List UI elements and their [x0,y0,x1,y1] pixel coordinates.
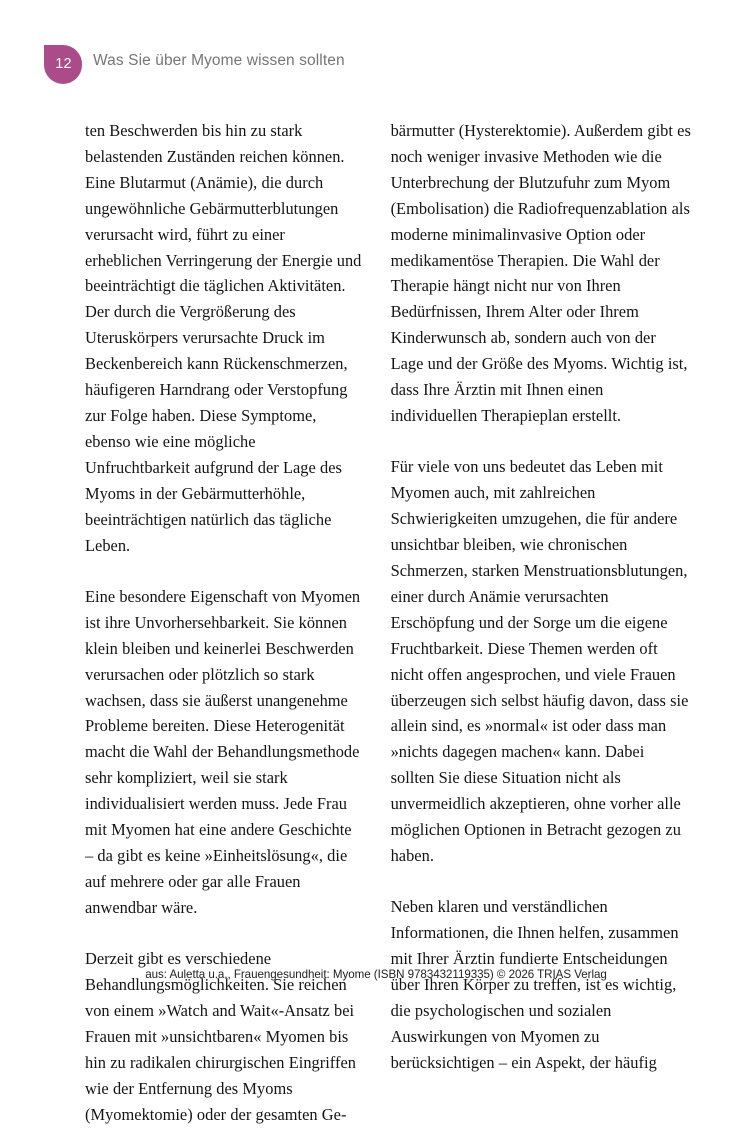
paragraph: Neben klaren und verständlichen Informationen, die Ihnen helfen, zusammen mit Ihrer Ärztin fundierte Entscheidungen über Ihren Körper zu treffen, ist es wichtig, die psychologischen und sozialen Auswirkungen von Myomen zu berücksichtigen – ein Aspekt, der häufig [390,897,679,1072]
text-column-right [390,118,692,1072]
paragraph: bärmutter (Hysterektomie). Außerdem gibt es noch weniger invasive Methoden wie die Unterbrechung der Blutzufuhr zum Myom (Embolisation) die Radiofrequenzablation als moderne minimalinvasive Option oder medikamentöse Therapien. Die Wahl der Therapie hängt nicht nur von Ihren Bedürfnissen, Ihrem Alter oder Ihrem Kinderwunsch ab, sondern auch von der Lage und der Größe des Myoms. Wichtig ist, dass Ihre Ärztin mit Ihnen einen individuellen Therapieplan erstellt. [390,121,691,425]
page-number-label: 12 [55,56,72,73]
paragraph: Für viele von uns bedeutet das Leben mit Myomen auch, mit zahlreichen Schwierigkeiten umzugehen, die für andere unsichtbar bleiben, wie chronischen Schmerzen, starken Menstruationsblutungen, einer durch Anämie verursachten Erschöpfung und der Sorge um die eigene Fruchtbarkeit. Diese Themen werden oft nicht offen angesprochen, und viele Frauen überzeugen sich selbst häufig davon, dass sie allein sind, es »normal« ist oder dass man »nichts dagegen machen« kann. Dabei sollten Sie diese Situation nicht als unvermeidlich akzeptieren, ohne vorher alle möglichen Optionen in Betracht gezogen zu haben. [390,457,689,865]
paragraph: ten Beschwerden bis hin zu stark belastenden Zuständen reichen können. Eine Blutarmut (Anämie), die durch ungewöhnliche Gebärmutterblutungen verursacht wird, führt zu einer erheblichen Verringerung der Energie und beeinträchtigt die täglichen Aktivitäten. Der durch die Vergrößerung des Uteruskörpers verursachte Druck im Beckenbereich kann Rückenschmerzen, häufigeren Harndrang oder Verstopfung zur Folge haben. Diese Symptome, ebenso wie eine mögliche Unfruchtbarkeit aufgrund der Lage des Myoms in der Gebärmutterhöhle, beeinträchtigen natürlich das tägliche Leben. [85,121,362,555]
source-credit-line: aus: Auletta u.a., Frauengesundheit: Myome (ISBN 9783432119335) © 2026 TRIAS Verlag [145,968,607,981]
paragraph: Eine besondere Eigenschaft von Myomen ist ihre Unvorhersehbarkeit. Sie können klein bleiben und keinerlei Beschwerden verursachen oder plötzlich so stark wachsen, dass sie äußerst unangenehme Probleme bereiten. Diese Heterogenität macht die Wahl der Behandlungsmethode sehr kompliziert, weil sie stark individualisiert werden muss. Jede Frau mit Myomen hat eine andere Geschichte – da gibt es keine »Einheitslösung«, die auf mehrere oder gar alle Frauen anwendbar wäre. [85,586,361,917]
page-footer [0,968,752,1020]
text-column-left [60,118,363,1124]
chapter-title: Was Sie über Myome wissen sollten [93,52,345,69]
paragraph: Derzeit gibt es verschiedene Behandlungsmöglichkeiten. Sie reichen von einem »Watch and Wait«-Ansatz bei Frauen mit »unsichtbaren« Myomen bis hin zu radikalen chirurgischen Eingriffen wie der Entfernung des Myoms (Myomektomie) oder der gesamten Ge- [85,949,356,1124]
page-running-header [0,0,752,100]
page-number-badge [44,45,82,84]
